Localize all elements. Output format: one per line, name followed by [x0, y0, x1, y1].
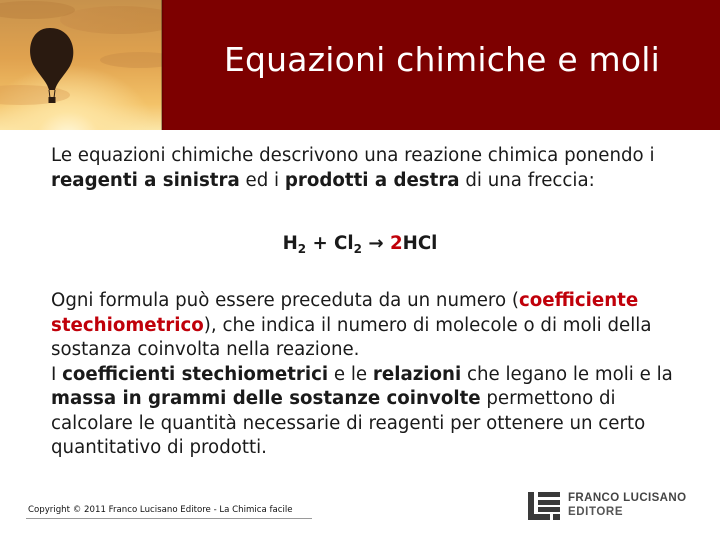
explanation-paragraph — [51, 289, 691, 461]
expl-text-5: che legano le moli e la — [461, 363, 673, 385]
expl-text-2: ), che indica il numero di molecole o di moli della sostanza coinvolta nella reazione. — [51, 314, 652, 360]
footer-divider — [26, 518, 312, 519]
slide-title: Equazioni chimiche e moli — [223, 40, 661, 79]
publisher-name: FRANCO LUCISANO — [568, 492, 687, 504]
expl-text-3: I — [51, 363, 63, 385]
intro-text-1: Le equazioni chimiche descrivono una reazione chimica ponendo i — [51, 145, 655, 166]
intro-text-3: di una freccia: — [459, 169, 595, 191]
eq-hydrogen-subscript: 2 — [297, 242, 307, 256]
expl-coefficient-term: coefficiente stechiometrico — [51, 290, 639, 336]
expl-bold-mass: massa in grammi delle sostanze coinvolte — [51, 388, 481, 409]
eq-chlorine-subscript: 2 — [353, 242, 363, 256]
expl-bold-relations: relazioni — [372, 363, 462, 385]
reaction-arrow-icon: → — [368, 233, 384, 254]
expl-text-1: Ogni formula può essere preceduta da un numero ( — [51, 290, 519, 311]
publisher-logo-block — [528, 489, 708, 525]
intro-bold-products: prodotti a destra — [284, 169, 460, 191]
publisher-logo-icon — [528, 492, 562, 520]
eq-coefficient: 2 — [389, 233, 403, 254]
header-bar — [0, 0, 720, 130]
intro-text-2: ed i — [239, 169, 285, 191]
publisher-subtitle: EDITORE — [568, 506, 624, 518]
eq-chlorine: + Cl — [306, 233, 354, 254]
balloon-photo — [0, 0, 162, 130]
eq-hydrogen: H — [282, 233, 298, 254]
copyright-notice: Copyright © 2011 Franco Lucisano Editore - La Chimica facile — [28, 505, 293, 515]
expl-text-4: e le — [328, 363, 373, 385]
eq-product: HCl — [402, 233, 438, 254]
intro-bold-reactants: reagenti a sinistra — [51, 169, 240, 191]
expl-text-6: permettono di calcolare le quantità necessarie di reagenti per ottenere un certo quantitativo di prodotti. — [51, 388, 646, 458]
intro-paragraph — [51, 144, 691, 193]
expl-bold-coefficients: coefficienti stechiometrici — [62, 363, 329, 385]
chemical-equation — [0, 232, 720, 256]
